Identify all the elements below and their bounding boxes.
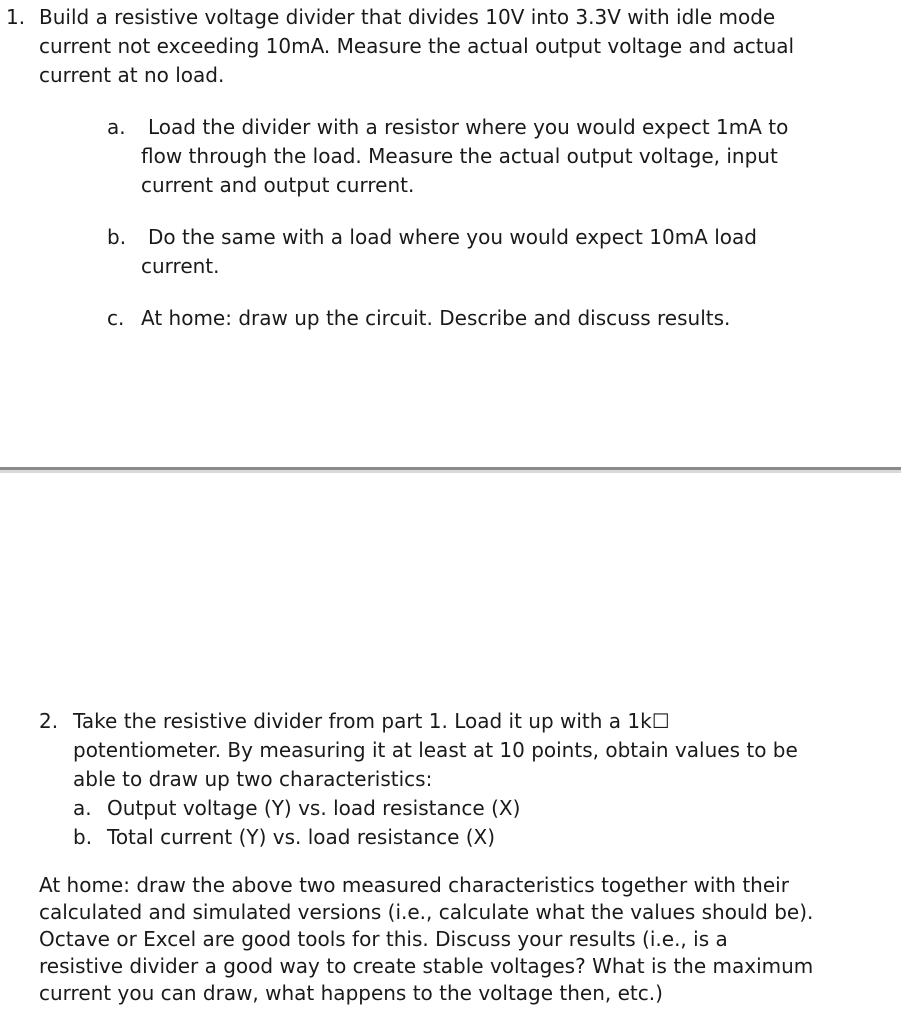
item-b-label: b. (107, 225, 127, 249)
question-2-line-1: Take the resistive divider from part 1. Load it up with a 1k☐ (73, 709, 670, 733)
item-b-line-2: current. (141, 254, 220, 278)
item-a-line-1: Load the divider with a resistor where you would expect 1mA to (148, 115, 789, 139)
at-home-line-5: current you can draw, what happens to the voltage then, etc.) (39, 981, 663, 1005)
item-a-line-3: current and output current. (141, 173, 415, 197)
question-2-line-3: able to draw up two characteristics: (73, 767, 433, 791)
at-home-line-4: resistive divider a good way to create stable voltages? What is the maximum (39, 954, 814, 978)
item-a-label: a. (107, 115, 126, 139)
item-c-line-1: At home: draw up the circuit. Describe and discuss results. (141, 306, 731, 330)
item-c-label: c. (107, 306, 125, 330)
question-2-item-b-label: b. (73, 825, 93, 849)
question-1-line-2: current not exceeding 10mA. Measure the actual output voltage and actual (39, 34, 795, 58)
question-2-item-a-text: Output voltage (Y) vs. load resistance (X) (107, 796, 521, 820)
question-2-item-a-label: a. (73, 796, 92, 820)
page-divider-shadow (0, 470, 901, 473)
question-2-number: 2. (39, 709, 59, 733)
question-2-line-2: potentiometer. By measuring it at least at 10 points, obtain values to be (73, 738, 798, 762)
question-1-line-3: current at no load. (39, 63, 225, 87)
question-1-number: 1. (6, 5, 26, 29)
item-b-line-1: Do the same with a load where you would expect 10mA load (148, 225, 757, 249)
at-home-line-1: At home: draw the above two measured characteristics together with their (39, 873, 789, 897)
at-home-line-2: calculated and simulated versions (i.e., calculate what the values should be). (39, 900, 814, 924)
question-1-line-1: Build a resistive voltage divider that divides 10V into 3.3V with idle mode (39, 5, 776, 29)
question-2-item-b-text: Total current (Y) vs. load resistance (X) (107, 825, 496, 849)
at-home-line-3: Octave or Excel are good tools for this. Discuss your results (i.e., is a (39, 927, 728, 951)
item-a-line-2: flow through the load. Measure the actual output voltage, input (141, 144, 778, 168)
